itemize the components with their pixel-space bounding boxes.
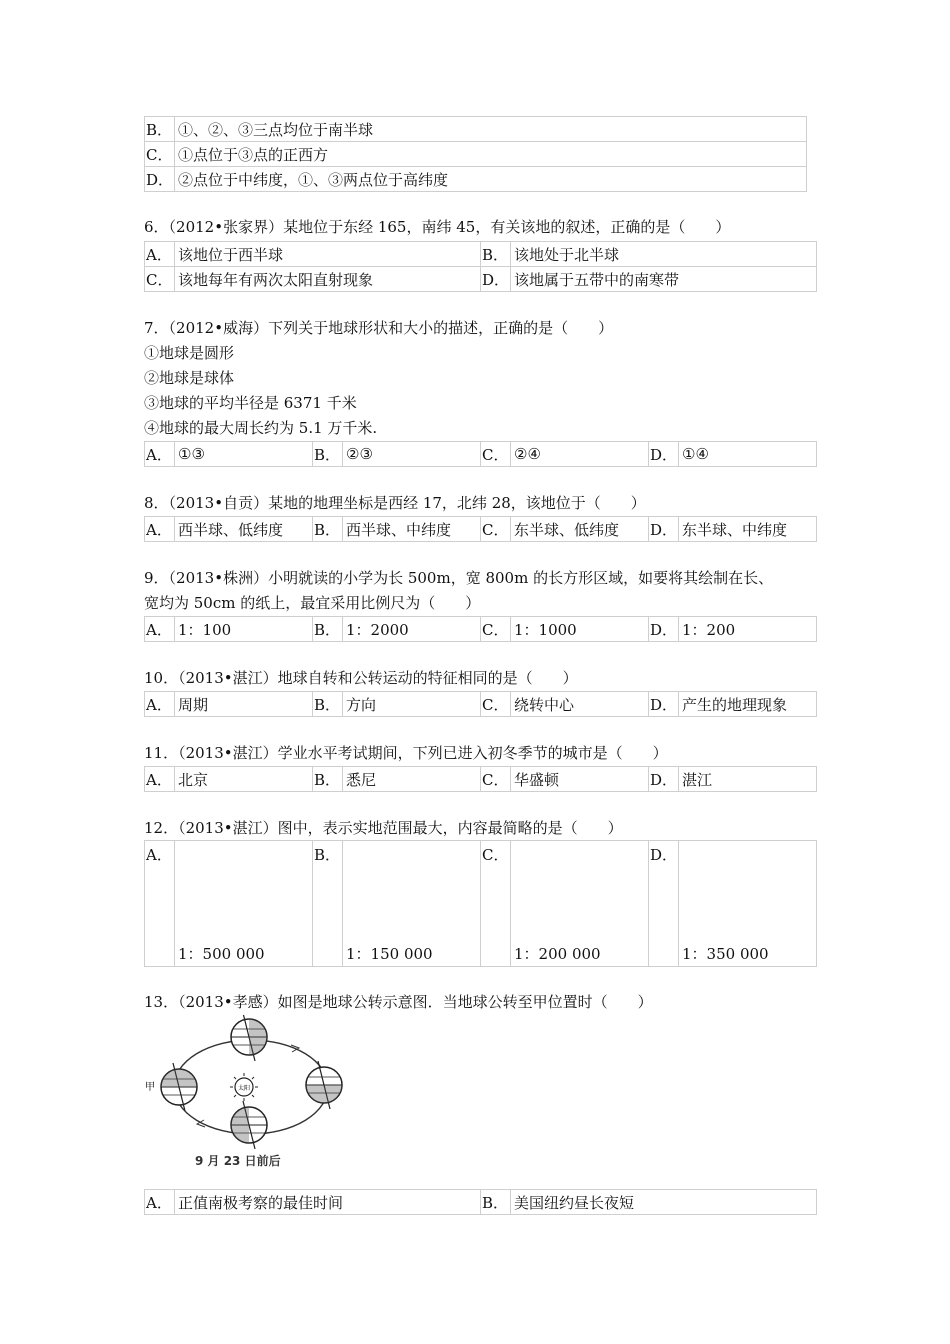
q6-options	[144, 241, 817, 292]
scale-label: 1：200 000	[514, 945, 601, 963]
option-letter: C．	[481, 841, 511, 967]
option-text: ①点位于③点的正西方	[175, 142, 807, 167]
option-letter: C．	[145, 267, 175, 292]
question-8-stem: 8．（2013•自贡）某地的地理坐标是西经 17，北纬 28，该地位于（ ）	[144, 494, 646, 512]
option-letter: C．	[145, 142, 175, 167]
q8-options	[144, 516, 817, 542]
earth-bottom-icon	[231, 1101, 267, 1149]
option-letter: B．	[313, 767, 343, 792]
option-letter: C．	[481, 767, 511, 792]
option-row[interactable]	[145, 167, 807, 192]
option-letter: D．	[649, 517, 679, 542]
option-c[interactable]: 1：1000	[511, 617, 649, 642]
option-letter: D．	[649, 617, 679, 642]
option-b[interactable]: ②③	[343, 442, 481, 467]
scale-label: 1：150 000	[346, 945, 433, 963]
q12-options	[144, 840, 817, 967]
option-letter: B．	[481, 242, 511, 267]
option-d[interactable]: 湛江	[679, 767, 817, 792]
option-c[interactable]	[511, 841, 649, 967]
question-7-stem: 7．（2012•威海）下列关于地球形状和大小的描述，正确的是（ ）	[144, 319, 614, 337]
option-c[interactable]: ②④	[511, 442, 649, 467]
q13-options	[144, 1189, 817, 1215]
option-letter: B．	[145, 117, 175, 142]
option-letter: B．	[313, 517, 343, 542]
option-d[interactable]: ①④	[679, 442, 817, 467]
scale-label: 1：350 000	[682, 945, 769, 963]
option-letter: B．	[313, 692, 343, 717]
option-a[interactable]: ①③	[175, 442, 313, 467]
option-letter: A．	[145, 692, 175, 717]
q9-options	[144, 616, 817, 642]
statement-2: ②地球是球体	[144, 369, 235, 387]
option-letter: A．	[145, 442, 175, 467]
option-a[interactable]: 该地位于西半球	[175, 242, 481, 267]
q7-options	[144, 441, 817, 467]
sun-label: 太阳	[237, 1085, 251, 1092]
option-b[interactable]: 该地处于北半球	[511, 242, 817, 267]
question-9-stem-line1: 9．（2013•株洲）小明就读的小学为长 500m，宽 800m 的长方形区域，如要将其绘制在长、	[144, 569, 774, 587]
option-c[interactable]: 东半球、低纬度	[511, 517, 649, 542]
option-d[interactable]	[679, 841, 817, 967]
position-label: 甲	[145, 1082, 155, 1093]
q5-options	[144, 116, 807, 192]
question-13-stem: 13．（2013•孝感）如图是地球公转示意图．当地球公转至甲位置时（ ）	[144, 993, 653, 1011]
option-b[interactable]	[343, 841, 481, 967]
option-a[interactable]: 周期	[175, 692, 313, 717]
option-letter: D．	[481, 267, 511, 292]
option-letter: B．	[313, 617, 343, 642]
question-11-stem: 11．（2013•湛江）学业水平考试期间，下列已进入初冬季节的城市是（ ）	[144, 744, 668, 762]
earth-orbit-diagram	[143, 1015, 355, 1175]
question-9-stem-line2: 宽均为 50cm 的纸上，最宜采用比例尺为（ ）	[144, 594, 481, 612]
option-d[interactable]: 东半球、中纬度	[679, 517, 817, 542]
option-row[interactable]	[145, 142, 807, 167]
option-c[interactable]: 该地每年有两次太阳直射现象	[175, 267, 481, 292]
option-letter: D．	[649, 767, 679, 792]
option-letter: A．	[145, 242, 175, 267]
option-b[interactable]: 1：2000	[343, 617, 481, 642]
option-letter: C．	[481, 692, 511, 717]
option-d[interactable]: 该地属于五带中的南寒带	[511, 267, 817, 292]
option-letter: A．	[145, 767, 175, 792]
question-6-stem: 6．（2012•张家界）某地位于东经 165，南纬 45，有关该地的叙述，正确的是（ ）	[144, 218, 731, 236]
q10-options	[144, 691, 817, 717]
option-letter: D．	[649, 442, 679, 467]
option-row[interactable]	[145, 117, 807, 142]
option-a[interactable]: 北京	[175, 767, 313, 792]
option-text: ①、②、③三点均位于南半球	[175, 117, 807, 142]
option-letter: C．	[481, 517, 511, 542]
option-letter: D．	[649, 692, 679, 717]
statement-3: ③地球的平均半径是 6371 千米	[144, 394, 357, 412]
earth-top-icon	[231, 1015, 267, 1061]
scale-label: 1：500 000	[178, 945, 265, 963]
statement-1: ①地球是圆形	[144, 344, 235, 362]
option-b[interactable]: 悉尼	[343, 767, 481, 792]
earth-right-icon	[306, 1061, 342, 1109]
option-b[interactable]: 方向	[343, 692, 481, 717]
question-10-stem: 10．（2013•湛江）地球自转和公转运动的特征相同的是（ ）	[144, 669, 578, 687]
option-a[interactable]: 1：100	[175, 617, 313, 642]
option-a[interactable]: 西半球、低纬度	[175, 517, 313, 542]
option-letter: A．	[145, 841, 175, 967]
option-text: ②点位于中纬度，①、③两点位于高纬度	[175, 167, 807, 192]
earth-left-icon	[161, 1063, 197, 1111]
option-b[interactable]: 西半球、中纬度	[343, 517, 481, 542]
option-a[interactable]	[175, 841, 313, 967]
option-d[interactable]: 1：200	[679, 617, 817, 642]
option-letter: C．	[481, 617, 511, 642]
option-letter: B．	[481, 1190, 511, 1215]
option-letter: A．	[145, 517, 175, 542]
sun-icon	[230, 1073, 258, 1101]
option-letter: A．	[145, 1190, 175, 1215]
option-d[interactable]: 产生的地理现象	[679, 692, 817, 717]
option-letter: D．	[649, 841, 679, 967]
statement-4: ④地球的最大周长约为 5.1 万千米.	[144, 419, 378, 437]
option-letter: B．	[313, 442, 343, 467]
q11-options	[144, 766, 817, 792]
option-letter: C．	[481, 442, 511, 467]
option-letter: A．	[145, 617, 175, 642]
option-letter: D．	[145, 167, 175, 192]
option-a[interactable]: 正值南极考察的最佳时间	[175, 1190, 481, 1215]
figure-caption: 9 月 23 日前后	[195, 1154, 281, 1168]
option-c[interactable]: 绕转中心	[511, 692, 649, 717]
option-b[interactable]: 美国纽约昼长夜短	[511, 1190, 817, 1215]
option-c[interactable]: 华盛顿	[511, 767, 649, 792]
question-12-stem: 12．（2013•湛江）图中，表示实地范围最大，内容最简略的是（ ）	[144, 819, 623, 837]
option-letter: B．	[313, 841, 343, 967]
